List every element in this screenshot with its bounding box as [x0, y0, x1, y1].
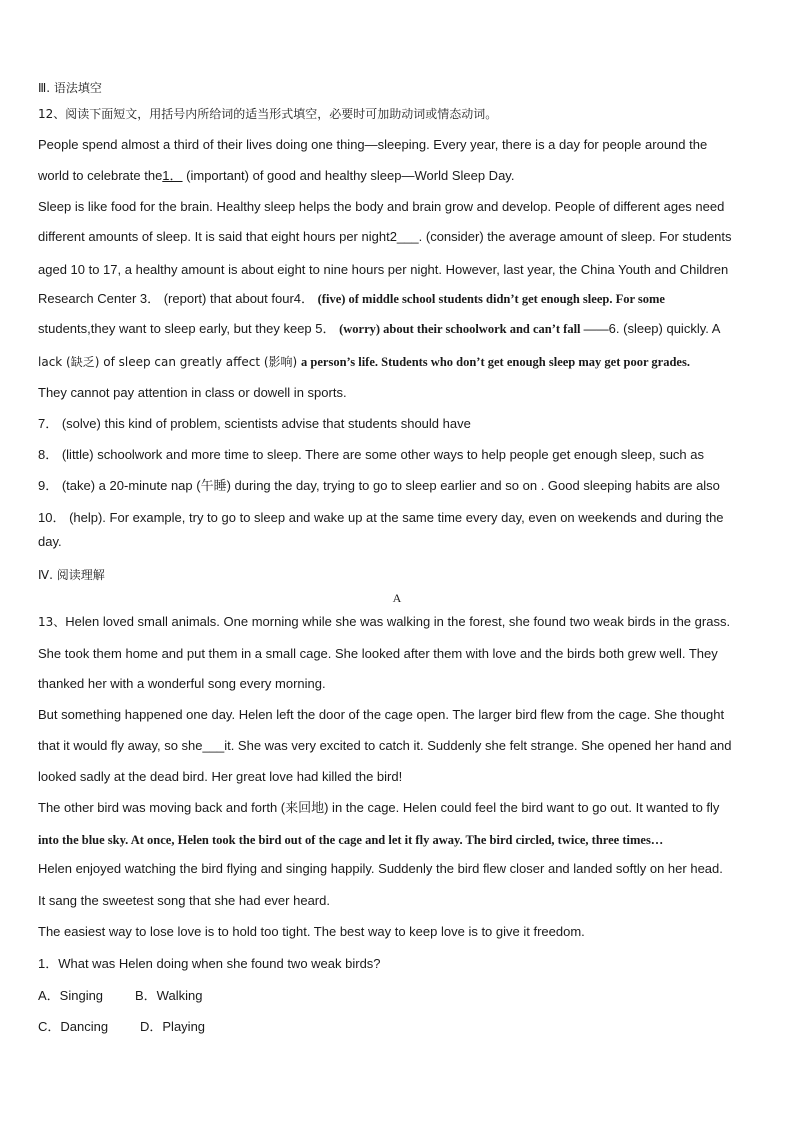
passage-line: 7． (solve) this kind of problem, scientists advise that students should have [38, 416, 471, 431]
passage-line: world to celebrate the1． (important) of good and healthy sleep—World Sleep Day. [38, 168, 515, 183]
passage-line: 13、Helen loved small animals. One morning while she was walking in the forest, she found two weak birds in the grass. [38, 614, 731, 629]
option-c[interactable]: C．Dancing [38, 1019, 109, 1034]
passage-line: thanked her with a wonderful song every morning. [38, 676, 326, 691]
passage-line: lack (缺乏) of sleep can greatly affect (影响) a person’s life. Students who don’t get enough sleep may get poor grades. [38, 355, 690, 369]
blank-6-dash: —— [583, 322, 609, 336]
blank-2: 2___. [389, 229, 423, 244]
passage-line: She took them home and put them in a small cage. She looked after them with love and the birds both grew well. They [38, 646, 718, 661]
passage-line: But something happened one day. Helen left the door of the cage open. The larger bird flew from the cage. She thought [38, 707, 725, 722]
passage-line: day. [38, 534, 62, 549]
passage-line: The other bird was moving back and forth (来回地) in the cage. Helen could feel the bird want to go out. It wanted to fly [38, 800, 720, 815]
q12-instruction: 12、阅读下面短文，用括号内所给词的适当形式填空，必要时可加助动词或情态动词。 [38, 107, 498, 121]
passage-line: Research Center 3． (report) that about four4． (five) of middle school students didn’t get enough sleep. For some [38, 291, 665, 306]
passage-line: 10． (help). For example, try to go to sleep and wake up at the same time every day, even on weekends and during the [38, 510, 724, 525]
passage-line: Sleep is like food for the brain. Healthy sleep helps the body and brain grow and develop. People of different ages need [38, 199, 725, 214]
passage-line: Helen enjoyed watching the bird flying and singing happily. Suddenly the bird flew closer and landed softly on her head. [38, 861, 723, 876]
option-b[interactable]: B．Walking [135, 988, 203, 1003]
passage-line: 8． (little) schoolwork and more time to sleep. There are some other ways to help people get enough sleep, such as [38, 447, 705, 462]
option-d[interactable]: D．Playing [140, 1019, 206, 1034]
passage-line: aged 10 to 17, a healthy amount is about eight to nine hours per night. However, last year, the China Youth and Children [38, 262, 729, 277]
question-1: 1．What was Helen doing when she found two weak birds? [38, 956, 381, 971]
passage-line: They cannot pay attention in class or dowell in sports. [38, 385, 347, 400]
blank-1: 1． [162, 168, 183, 183]
passage-line: People spend almost a third of their lives doing one thing—sleeping. Every year, there is a day for people around the [38, 137, 708, 152]
passage-label-a: A [392, 591, 402, 605]
passage-line: into the blue sky. At once, Helen took the bird out of the cage and let it fly away. The bird circled, twice, three times… [38, 833, 664, 847]
passage-line: students,they want to sleep early, but they keep 5． (worry) about their schoolwork and can’t fall ——6. (sleep) quickly. A [38, 321, 721, 336]
passage-line: different amounts of sleep. It is said that eight hours per night2___. (consider) the average amount of sleep. For students [38, 229, 732, 244]
option-a[interactable]: A．Singing [38, 988, 104, 1003]
section-heading-grammar: Ⅲ. 语法填空 [38, 81, 102, 95]
passage-line: looked sadly at the dead bird. Her great love had killed the bird! [38, 769, 403, 784]
passage-line: It sang the sweetest song that she had ever heard. [38, 893, 330, 908]
passage-line: that it would fly away, so she___it. She was very excited to catch it. Suddenly she felt strange. She opened her hand and [38, 738, 732, 753]
passage-line: 9． (take) a 20-minute nap (午睡) during the day, trying to go to sleep earlier and so on . Good sleeping habits are also [38, 478, 720, 493]
section-heading-reading: Ⅳ. 阅读理解 [38, 568, 105, 582]
passage-line: The easiest way to lose love is to hold too tight. The best way to keep love is to give it freedom. [38, 924, 585, 939]
